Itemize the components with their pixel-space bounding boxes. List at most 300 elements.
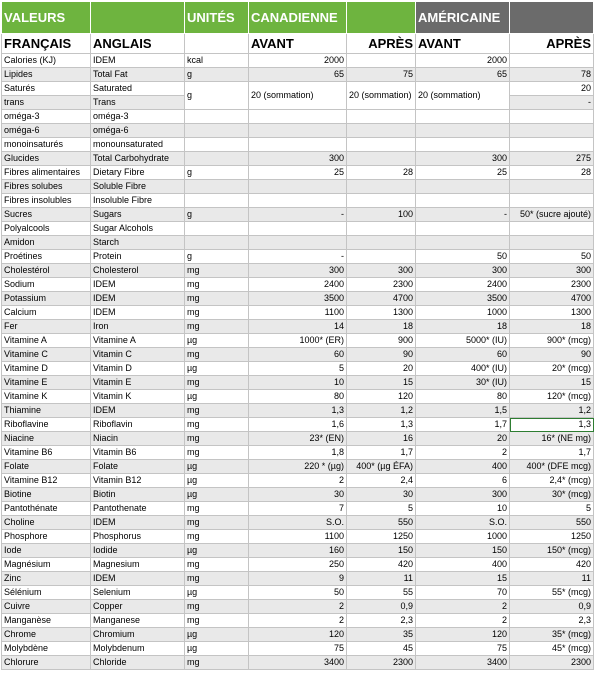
usa-after-cell[interactable]: 2,3 xyxy=(510,614,594,628)
english-name-cell[interactable]: Dietary Fibre xyxy=(91,166,185,180)
canada-after-cell[interactable] xyxy=(347,138,416,152)
canada-after-cell[interactable]: 28 xyxy=(347,166,416,180)
unit-cell[interactable]: mg xyxy=(185,432,249,446)
french-name-cell[interactable]: Fer xyxy=(2,320,91,334)
canada-after-cell[interactable]: 0,9 xyxy=(347,600,416,614)
unit-cell[interactable] xyxy=(185,180,249,194)
canada-before-cell[interactable] xyxy=(249,110,347,124)
french-name-cell[interactable]: Manganèse xyxy=(2,614,91,628)
usa-after-cell[interactable]: 78 xyxy=(510,68,594,82)
english-name-cell[interactable]: Total Fat xyxy=(91,68,185,82)
french-name-cell[interactable]: Vitamine E xyxy=(2,376,91,390)
english-name-cell[interactable]: Soluble Fibre xyxy=(91,180,185,194)
canada-before-cell[interactable]: 20 (sommation) xyxy=(249,82,347,110)
unit-cell[interactable]: mg xyxy=(185,572,249,586)
usa-before-cell[interactable]: 400 xyxy=(416,558,510,572)
canada-before-cell[interactable]: 300 xyxy=(249,264,347,278)
english-name-cell[interactable]: IDEM xyxy=(91,54,185,68)
usa-after-cell[interactable]: 275 xyxy=(510,152,594,166)
unit-cell[interactable]: mg xyxy=(185,306,249,320)
usa-after-cell[interactable]: 28 xyxy=(510,166,594,180)
unit-cell[interactable]: µg xyxy=(185,474,249,488)
unit-cell[interactable]: mg xyxy=(185,320,249,334)
usa-before-cell[interactable]: 25 xyxy=(416,166,510,180)
usa-before-cell[interactable]: 50 xyxy=(416,250,510,264)
usa-before-cell[interactable]: 65 xyxy=(416,68,510,82)
unit-cell[interactable]: mg xyxy=(185,530,249,544)
canada-after-cell[interactable]: 90 xyxy=(347,348,416,362)
usa-before-cell[interactable]: 20 (sommation) xyxy=(416,82,510,110)
canada-after-cell[interactable]: 1,7 xyxy=(347,446,416,460)
english-name-cell[interactable]: Vitamin C xyxy=(91,348,185,362)
french-name-cell[interactable]: Vitamine B12 xyxy=(2,474,91,488)
usa-after-cell[interactable]: 900* (mcg) xyxy=(510,334,594,348)
usa-before-cell[interactable] xyxy=(416,236,510,250)
english-name-cell[interactable]: Insoluble Fibre xyxy=(91,194,185,208)
english-name-cell[interactable]: IDEM xyxy=(91,292,185,306)
english-name-cell[interactable]: Vitamine A xyxy=(91,334,185,348)
canada-before-cell[interactable]: 1000* (ER) xyxy=(249,334,347,348)
french-name-cell[interactable]: trans xyxy=(2,96,91,110)
canada-after-cell[interactable]: 900 xyxy=(347,334,416,348)
canada-after-cell[interactable]: 5 xyxy=(347,502,416,516)
usa-after-cell[interactable]: 1,3 xyxy=(510,418,594,432)
canada-before-cell[interactable]: 120 xyxy=(249,628,347,642)
usa-before-cell[interactable] xyxy=(416,194,510,208)
canada-before-cell[interactable]: 50 xyxy=(249,586,347,600)
usa-before-cell[interactable]: 10 xyxy=(416,502,510,516)
usa-before-cell[interactable]: 60 xyxy=(416,348,510,362)
canada-after-cell[interactable]: 120 xyxy=(347,390,416,404)
french-name-cell[interactable]: Fibres alimentaires xyxy=(2,166,91,180)
canada-before-cell[interactable]: 80 xyxy=(249,390,347,404)
canada-before-cell[interactable]: 3400 xyxy=(249,656,347,670)
french-name-cell[interactable]: Sélénium xyxy=(2,586,91,600)
canada-after-cell[interactable]: 300 xyxy=(347,264,416,278)
unit-cell[interactable]: g xyxy=(185,208,249,222)
canada-after-cell[interactable] xyxy=(347,124,416,138)
usa-after-cell[interactable]: 20 xyxy=(510,82,594,96)
usa-before-cell[interactable]: S.O. xyxy=(416,516,510,530)
english-name-cell[interactable]: Vitamin E xyxy=(91,376,185,390)
french-name-cell[interactable]: Vitamine D xyxy=(2,362,91,376)
unit-cell[interactable]: g xyxy=(185,82,249,110)
english-name-cell[interactable]: Vitamin D xyxy=(91,362,185,376)
canada-before-cell[interactable] xyxy=(249,194,347,208)
french-name-cell[interactable]: Thiamine xyxy=(2,404,91,418)
usa-after-cell[interactable]: 35* (mcg) xyxy=(510,628,594,642)
usa-after-cell[interactable]: 90 xyxy=(510,348,594,362)
canada-after-cell[interactable]: 1,2 xyxy=(347,404,416,418)
unit-cell[interactable] xyxy=(185,138,249,152)
french-name-cell[interactable]: oméga-3 xyxy=(2,110,91,124)
unit-cell[interactable]: mg xyxy=(185,404,249,418)
unit-cell[interactable] xyxy=(185,110,249,124)
french-name-cell[interactable]: Molybdène xyxy=(2,642,91,656)
canada-after-cell[interactable] xyxy=(347,236,416,250)
canada-before-cell[interactable]: 1100 xyxy=(249,306,347,320)
usa-after-cell[interactable] xyxy=(510,124,594,138)
usa-before-cell[interactable]: 1000 xyxy=(416,530,510,544)
french-name-cell[interactable]: Fibres insolubles xyxy=(2,194,91,208)
usa-after-cell[interactable]: 0,9 xyxy=(510,600,594,614)
usa-after-cell[interactable]: - xyxy=(510,96,594,110)
english-name-cell[interactable]: Phosphorus xyxy=(91,530,185,544)
english-name-cell[interactable]: Riboflavin xyxy=(91,418,185,432)
french-name-cell[interactable]: Calories (KJ) xyxy=(2,54,91,68)
column-header-cell[interactable]: AVANT xyxy=(249,34,347,54)
canada-after-cell[interactable]: 1300 xyxy=(347,306,416,320)
canada-before-cell[interactable]: 220 * (µg) xyxy=(249,460,347,474)
usa-before-cell[interactable]: 75 xyxy=(416,642,510,656)
english-name-cell[interactable]: Trans xyxy=(91,96,185,110)
usa-after-cell[interactable]: 1,7 xyxy=(510,446,594,460)
french-name-cell[interactable]: Glucides xyxy=(2,152,91,166)
english-name-cell[interactable]: Vitamin B6 xyxy=(91,446,185,460)
unit-cell[interactable]: µg xyxy=(185,586,249,600)
canada-after-cell[interactable] xyxy=(347,222,416,236)
usa-before-cell[interactable]: 400* (IU) xyxy=(416,362,510,376)
canada-after-cell[interactable]: 550 xyxy=(347,516,416,530)
canada-after-cell[interactable]: 1,3 xyxy=(347,418,416,432)
canada-after-cell[interactable]: 2300 xyxy=(347,656,416,670)
unit-cell[interactable]: mg xyxy=(185,516,249,530)
canada-before-cell[interactable]: S.O. xyxy=(249,516,347,530)
unit-cell[interactable]: mg xyxy=(185,278,249,292)
canada-before-cell[interactable]: 3500 xyxy=(249,292,347,306)
usa-before-cell[interactable]: 30* (IU) xyxy=(416,376,510,390)
unit-cell[interactable]: µg xyxy=(185,642,249,656)
english-name-cell[interactable]: monounsaturated xyxy=(91,138,185,152)
canada-before-cell[interactable] xyxy=(249,180,347,194)
canada-after-cell[interactable] xyxy=(347,250,416,264)
unit-cell[interactable] xyxy=(185,236,249,250)
usa-before-cell[interactable]: - xyxy=(416,208,510,222)
column-header-cell[interactable]: APRÈS xyxy=(510,34,594,54)
english-name-cell[interactable]: IDEM xyxy=(91,404,185,418)
french-name-cell[interactable]: Potassium xyxy=(2,292,91,306)
usa-after-cell[interactable]: 2,4* (mcg) xyxy=(510,474,594,488)
usa-after-cell[interactable]: 2300 xyxy=(510,656,594,670)
unit-cell[interactable]: µg xyxy=(185,488,249,502)
usa-after-cell[interactable]: 16* (NE mg) xyxy=(510,432,594,446)
usa-before-cell[interactable]: 15 xyxy=(416,572,510,586)
usa-after-cell[interactable] xyxy=(510,236,594,250)
usa-before-cell[interactable]: 300 xyxy=(416,264,510,278)
canada-after-cell[interactable]: 18 xyxy=(347,320,416,334)
canada-before-cell[interactable]: 2 xyxy=(249,474,347,488)
french-name-cell[interactable]: Biotine xyxy=(2,488,91,502)
english-name-cell[interactable]: Iron xyxy=(91,320,185,334)
canada-before-cell[interactable]: - xyxy=(249,208,347,222)
usa-before-cell[interactable] xyxy=(416,180,510,194)
usa-after-cell[interactable]: 20* (mcg) xyxy=(510,362,594,376)
canada-before-cell[interactable]: 23* (EN) xyxy=(249,432,347,446)
unit-cell[interactable]: mg xyxy=(185,558,249,572)
usa-after-cell[interactable]: 18 xyxy=(510,320,594,334)
usa-before-cell[interactable]: 2 xyxy=(416,600,510,614)
usa-after-cell[interactable]: 11 xyxy=(510,572,594,586)
canada-before-cell[interactable]: - xyxy=(249,250,347,264)
english-name-cell[interactable]: Sugar Alcohols xyxy=(91,222,185,236)
group-header-cell[interactable] xyxy=(510,2,594,34)
french-name-cell[interactable]: Sodium xyxy=(2,278,91,292)
unit-cell[interactable]: mg xyxy=(185,292,249,306)
english-name-cell[interactable]: oméga-6 xyxy=(91,124,185,138)
canada-before-cell[interactable]: 1,3 xyxy=(249,404,347,418)
group-header-cell[interactable]: AMÉRICAINE xyxy=(416,2,510,34)
english-name-cell[interactable]: Manganese xyxy=(91,614,185,628)
usa-before-cell[interactable]: 5000* (IU) xyxy=(416,334,510,348)
canada-after-cell[interactable]: 35 xyxy=(347,628,416,642)
usa-after-cell[interactable]: 150* (mcg) xyxy=(510,544,594,558)
canada-before-cell[interactable]: 9 xyxy=(249,572,347,586)
canada-before-cell[interactable]: 2400 xyxy=(249,278,347,292)
column-header-cell[interactable]: APRÈS xyxy=(347,34,416,54)
usa-before-cell[interactable] xyxy=(416,222,510,236)
group-header-cell[interactable] xyxy=(91,2,185,34)
usa-before-cell[interactable]: 1,7 xyxy=(416,418,510,432)
canada-before-cell[interactable]: 30 xyxy=(249,488,347,502)
english-name-cell[interactable]: IDEM xyxy=(91,516,185,530)
unit-cell[interactable]: µg xyxy=(185,334,249,348)
usa-after-cell[interactable]: 50 xyxy=(510,250,594,264)
english-name-cell[interactable]: Magnesium xyxy=(91,558,185,572)
canada-after-cell[interactable] xyxy=(347,194,416,208)
group-header-cell[interactable]: UNITÉS xyxy=(185,2,249,34)
canada-before-cell[interactable]: 7 xyxy=(249,502,347,516)
usa-before-cell[interactable]: 6 xyxy=(416,474,510,488)
unit-cell[interactable]: mg xyxy=(185,376,249,390)
unit-cell[interactable]: mg xyxy=(185,418,249,432)
english-name-cell[interactable]: Niacin xyxy=(91,432,185,446)
group-header-cell[interactable]: CANADIENNE xyxy=(249,2,347,34)
usa-before-cell[interactable] xyxy=(416,110,510,124)
usa-after-cell[interactable]: 400* (DFE mcg) xyxy=(510,460,594,474)
unit-cell[interactable]: mg xyxy=(185,614,249,628)
english-name-cell[interactable]: Iodide xyxy=(91,544,185,558)
unit-cell[interactable]: mg xyxy=(185,600,249,614)
english-name-cell[interactable]: Total Carbohydrate xyxy=(91,152,185,166)
usa-before-cell[interactable]: 1000 xyxy=(416,306,510,320)
canada-after-cell[interactable] xyxy=(347,152,416,166)
canada-before-cell[interactable]: 65 xyxy=(249,68,347,82)
canada-before-cell[interactable]: 2 xyxy=(249,600,347,614)
unit-cell[interactable]: mg xyxy=(185,348,249,362)
usa-after-cell[interactable] xyxy=(510,180,594,194)
usa-after-cell[interactable]: 420 xyxy=(510,558,594,572)
unit-cell[interactable] xyxy=(185,222,249,236)
canada-before-cell[interactable]: 1,6 xyxy=(249,418,347,432)
canada-after-cell[interactable]: 1250 xyxy=(347,530,416,544)
usa-after-cell[interactable]: 5 xyxy=(510,502,594,516)
usa-after-cell[interactable] xyxy=(510,194,594,208)
usa-before-cell[interactable]: 2 xyxy=(416,614,510,628)
usa-after-cell[interactable] xyxy=(510,110,594,124)
canada-after-cell[interactable] xyxy=(347,180,416,194)
unit-cell[interactable]: mg xyxy=(185,446,249,460)
french-name-cell[interactable]: Magnésium xyxy=(2,558,91,572)
canada-after-cell[interactable]: 75 xyxy=(347,68,416,82)
french-name-cell[interactable]: Sucres xyxy=(2,208,91,222)
usa-after-cell[interactable]: 300 xyxy=(510,264,594,278)
canada-before-cell[interactable]: 1100 xyxy=(249,530,347,544)
canada-before-cell[interactable] xyxy=(249,222,347,236)
column-header-cell[interactable]: ANGLAIS xyxy=(91,34,185,54)
usa-after-cell[interactable]: 2300 xyxy=(510,278,594,292)
usa-before-cell[interactable]: 80 xyxy=(416,390,510,404)
usa-before-cell[interactable]: 120 xyxy=(416,628,510,642)
english-name-cell[interactable]: Molybdenum xyxy=(91,642,185,656)
french-name-cell[interactable]: Vitamine A xyxy=(2,334,91,348)
canada-before-cell[interactable] xyxy=(249,138,347,152)
usa-before-cell[interactable]: 3400 xyxy=(416,656,510,670)
usa-before-cell[interactable]: 150 xyxy=(416,544,510,558)
french-name-cell[interactable]: Chlorure xyxy=(2,656,91,670)
canada-after-cell[interactable]: 2,3 xyxy=(347,614,416,628)
canada-after-cell[interactable]: 30 xyxy=(347,488,416,502)
french-name-cell[interactable]: monoinsaturés xyxy=(2,138,91,152)
english-name-cell[interactable]: Vitamin K xyxy=(91,390,185,404)
canada-before-cell[interactable]: 10 xyxy=(249,376,347,390)
canada-before-cell[interactable]: 2000 xyxy=(249,54,347,68)
unit-cell[interactable] xyxy=(185,124,249,138)
french-name-cell[interactable]: Choline xyxy=(2,516,91,530)
canada-after-cell[interactable]: 45 xyxy=(347,642,416,656)
usa-before-cell[interactable] xyxy=(416,138,510,152)
french-name-cell[interactable]: Saturés xyxy=(2,82,91,96)
canada-after-cell[interactable]: 55 xyxy=(347,586,416,600)
unit-cell[interactable]: g xyxy=(185,68,249,82)
english-name-cell[interactable]: IDEM xyxy=(91,278,185,292)
usa-after-cell[interactable] xyxy=(510,138,594,152)
canada-after-cell[interactable]: 400* (µg ÉFA) xyxy=(347,460,416,474)
column-header-cell[interactable]: AVANT xyxy=(416,34,510,54)
canada-after-cell[interactable]: 11 xyxy=(347,572,416,586)
unit-cell[interactable]: kcal xyxy=(185,54,249,68)
unit-cell[interactable] xyxy=(185,152,249,166)
unit-cell[interactable]: µg xyxy=(185,390,249,404)
french-name-cell[interactable]: Calcium xyxy=(2,306,91,320)
group-header-cell[interactable]: VALEURS xyxy=(2,2,91,34)
french-name-cell[interactable]: Chrome xyxy=(2,628,91,642)
french-name-cell[interactable]: Pantothénate xyxy=(2,502,91,516)
unit-cell[interactable]: µg xyxy=(185,362,249,376)
unit-cell[interactable]: µg xyxy=(185,460,249,474)
usa-after-cell[interactable]: 45* (mcg) xyxy=(510,642,594,656)
usa-after-cell[interactable]: 4700 xyxy=(510,292,594,306)
unit-cell[interactable]: g xyxy=(185,166,249,180)
usa-after-cell[interactable]: 120* (mcg) xyxy=(510,390,594,404)
usa-after-cell[interactable]: 15 xyxy=(510,376,594,390)
canada-after-cell[interactable]: 4700 xyxy=(347,292,416,306)
usa-before-cell[interactable]: 18 xyxy=(416,320,510,334)
usa-before-cell[interactable]: 2 xyxy=(416,446,510,460)
french-name-cell[interactable]: Iode xyxy=(2,544,91,558)
french-name-cell[interactable]: Amidon xyxy=(2,236,91,250)
english-name-cell[interactable]: Chloride xyxy=(91,656,185,670)
usa-before-cell[interactable]: 300 xyxy=(416,152,510,166)
canada-before-cell[interactable] xyxy=(249,236,347,250)
french-name-cell[interactable]: Polyalcools xyxy=(2,222,91,236)
english-name-cell[interactable]: Cholesterol xyxy=(91,264,185,278)
french-name-cell[interactable]: Folate xyxy=(2,460,91,474)
french-name-cell[interactable]: Proétines xyxy=(2,250,91,264)
usa-before-cell[interactable]: 20 xyxy=(416,432,510,446)
unit-cell[interactable] xyxy=(185,194,249,208)
english-name-cell[interactable]: Protein xyxy=(91,250,185,264)
english-name-cell[interactable]: Selenium xyxy=(91,586,185,600)
english-name-cell[interactable]: Sugars xyxy=(91,208,185,222)
canada-before-cell[interactable]: 25 xyxy=(249,166,347,180)
usa-after-cell[interactable]: 50* (sucre ajouté) xyxy=(510,208,594,222)
usa-before-cell[interactable]: 2000 xyxy=(416,54,510,68)
canada-after-cell[interactable]: 2300 xyxy=(347,278,416,292)
usa-before-cell[interactable]: 300 xyxy=(416,488,510,502)
french-name-cell[interactable]: Cuivre xyxy=(2,600,91,614)
usa-after-cell[interactable] xyxy=(510,54,594,68)
english-name-cell[interactable]: Chromium xyxy=(91,628,185,642)
french-name-cell[interactable]: Vitamine K xyxy=(2,390,91,404)
canada-after-cell[interactable]: 20 (sommation) xyxy=(347,82,416,110)
canada-before-cell[interactable]: 160 xyxy=(249,544,347,558)
french-name-cell[interactable]: Cholestérol xyxy=(2,264,91,278)
english-name-cell[interactable]: Copper xyxy=(91,600,185,614)
usa-after-cell[interactable] xyxy=(510,222,594,236)
french-name-cell[interactable]: Zinc xyxy=(2,572,91,586)
usa-before-cell[interactable]: 3500 xyxy=(416,292,510,306)
usa-before-cell[interactable]: 400 xyxy=(416,460,510,474)
french-name-cell[interactable]: Lipides xyxy=(2,68,91,82)
english-name-cell[interactable]: Vitamin B12 xyxy=(91,474,185,488)
english-name-cell[interactable]: IDEM xyxy=(91,306,185,320)
usa-before-cell[interactable]: 2400 xyxy=(416,278,510,292)
canada-after-cell[interactable] xyxy=(347,54,416,68)
canada-after-cell[interactable]: 20 xyxy=(347,362,416,376)
french-name-cell[interactable]: Vitamine C xyxy=(2,348,91,362)
usa-before-cell[interactable]: 70 xyxy=(416,586,510,600)
french-name-cell[interactable]: Phosphore xyxy=(2,530,91,544)
usa-after-cell[interactable]: 1250 xyxy=(510,530,594,544)
canada-after-cell[interactable]: 420 xyxy=(347,558,416,572)
french-name-cell[interactable]: Vitamine B6 xyxy=(2,446,91,460)
unit-cell[interactable]: µg xyxy=(185,628,249,642)
english-name-cell[interactable]: Starch xyxy=(91,236,185,250)
unit-cell[interactable]: mg xyxy=(185,656,249,670)
canada-after-cell[interactable]: 150 xyxy=(347,544,416,558)
canada-before-cell[interactable]: 60 xyxy=(249,348,347,362)
french-name-cell[interactable]: Niacine xyxy=(2,432,91,446)
english-name-cell[interactable]: Biotin xyxy=(91,488,185,502)
canada-before-cell[interactable]: 5 xyxy=(249,362,347,376)
english-name-cell[interactable]: Saturated xyxy=(91,82,185,96)
canada-after-cell[interactable] xyxy=(347,110,416,124)
english-name-cell[interactable]: Folate xyxy=(91,460,185,474)
unit-cell[interactable]: mg xyxy=(185,264,249,278)
usa-before-cell[interactable] xyxy=(416,124,510,138)
french-name-cell[interactable]: Fibres solubes xyxy=(2,180,91,194)
canada-before-cell[interactable]: 2 xyxy=(249,614,347,628)
canada-before-cell[interactable]: 14 xyxy=(249,320,347,334)
unit-cell[interactable]: µg xyxy=(185,544,249,558)
usa-after-cell[interactable]: 30* (mcg) xyxy=(510,488,594,502)
canada-before-cell[interactable]: 300 xyxy=(249,152,347,166)
canada-after-cell[interactable]: 2,4 xyxy=(347,474,416,488)
french-name-cell[interactable]: oméga-6 xyxy=(2,124,91,138)
unit-cell[interactable]: mg xyxy=(185,502,249,516)
usa-before-cell[interactable]: 1,5 xyxy=(416,404,510,418)
canada-after-cell[interactable]: 16 xyxy=(347,432,416,446)
